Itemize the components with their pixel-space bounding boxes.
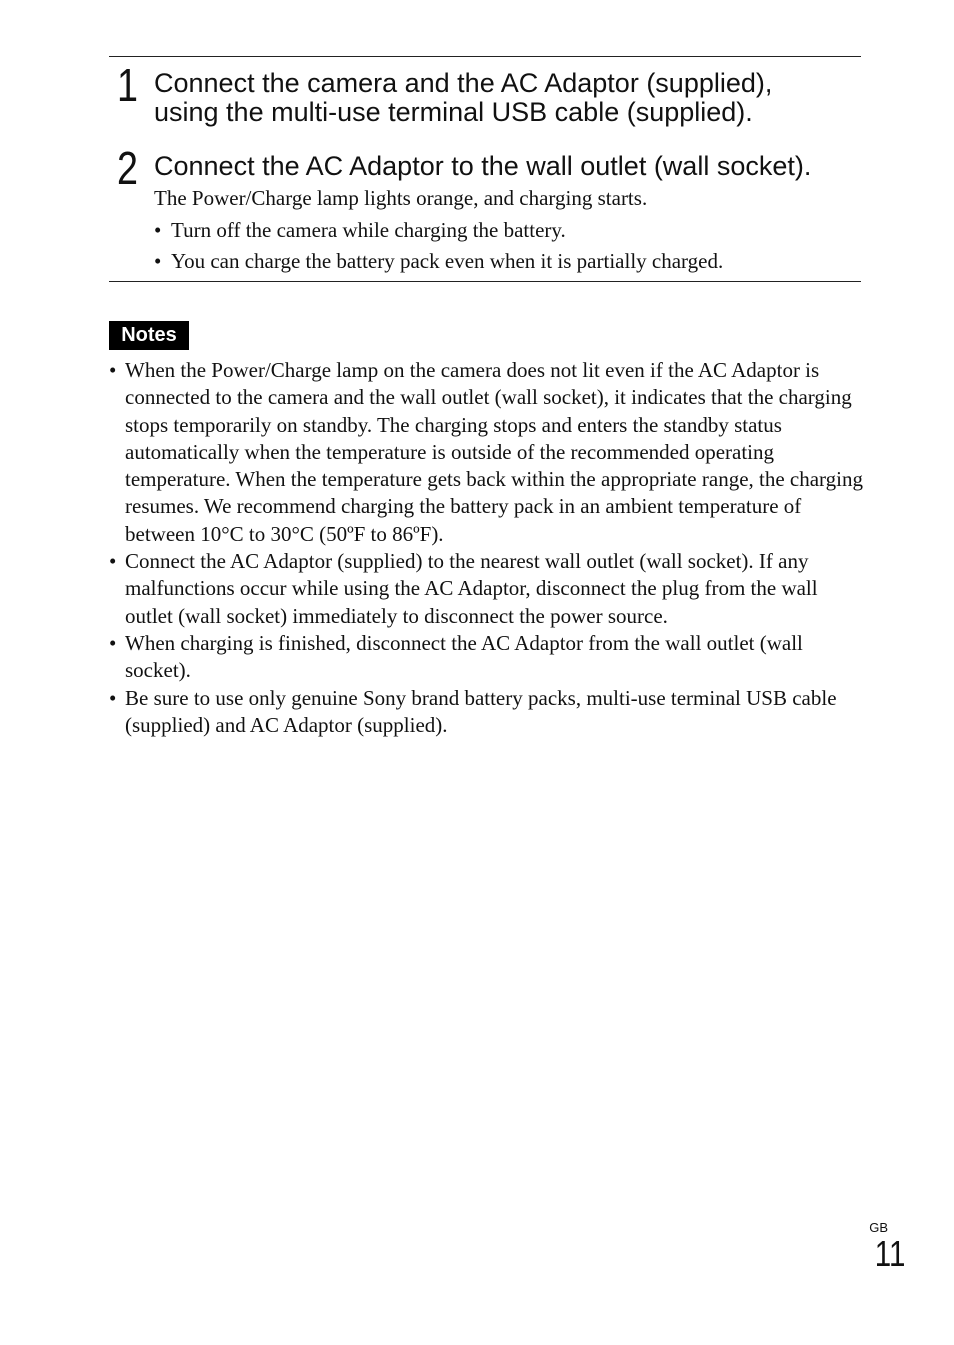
note-text: Be sure to use only genuine Sony brand battery packs, multi-use terminal USB cable (supplied) and AC Adaptor (supplied). <box>125 685 837 737</box>
list-item <box>109 685 869 740</box>
step-1-number: 1 <box>117 59 138 111</box>
step-2-title: Connect the AC Adaptor to the wall outlet (wall socket). <box>154 151 812 181</box>
step-2-number: 2 <box>117 142 138 194</box>
step-2-description: The Power/Charge lamp lights orange, and charging starts. <box>154 186 648 210</box>
page-region-label: GB <box>869 1220 888 1235</box>
bullet-icon: • <box>154 249 162 273</box>
bullet-icon: • <box>109 358 117 382</box>
page-number: 11 <box>874 1233 905 1274</box>
note-text: Connect the AC Adaptor (supplied) to the nearest wall outlet (wall socket). If any malfunctions occur while using the AC Adaptor, disconnect the plug from the wall outlet (wall socket) immediately to disconnect the power source. <box>125 549 818 628</box>
list-item <box>154 215 723 246</box>
notes-heading: Notes <box>109 321 189 350</box>
note-text: When charging is finished, disconnect the AC Adaptor from the wall outlet (wall socket). <box>125 630 803 683</box>
bullet-icon: • <box>109 685 117 710</box>
bullet-text: Turn off the camera while charging the battery. <box>171 218 566 242</box>
bullet-icon: • <box>154 218 162 242</box>
top-rule <box>109 56 861 57</box>
notes-list <box>109 357 869 739</box>
list-item <box>109 357 869 548</box>
list-item <box>109 548 869 630</box>
step-1-title: Connect the camera and the AC Adaptor (supplied), using the multi-use terminal USB cable (supplied). <box>154 68 773 127</box>
bullet-text: You can charge the battery pack even when it is partially charged. <box>171 249 724 273</box>
note-text: When the Power/Charge lamp on the camera does not lit even if the AC Adaptor is connected to the camera and the wall outlet (wall socket), it indicates that the charging stops temporarily on standby. The charging stops and enters the standby status automatically when the temperature is outside of the recommended operating temperature. When the temperature gets back within the appropriate range, the charging resumes. We recommend charging the battery pack in an ambient temperature of between 10°C to 30°C (50ºF to 86ºF). <box>125 358 864 546</box>
bottom-rule <box>109 281 861 282</box>
bullet-icon: • <box>109 549 117 574</box>
step-2-bullets <box>154 215 723 277</box>
bullet-icon: • <box>109 630 117 655</box>
list-item <box>109 630 869 685</box>
list-item <box>154 246 723 277</box>
